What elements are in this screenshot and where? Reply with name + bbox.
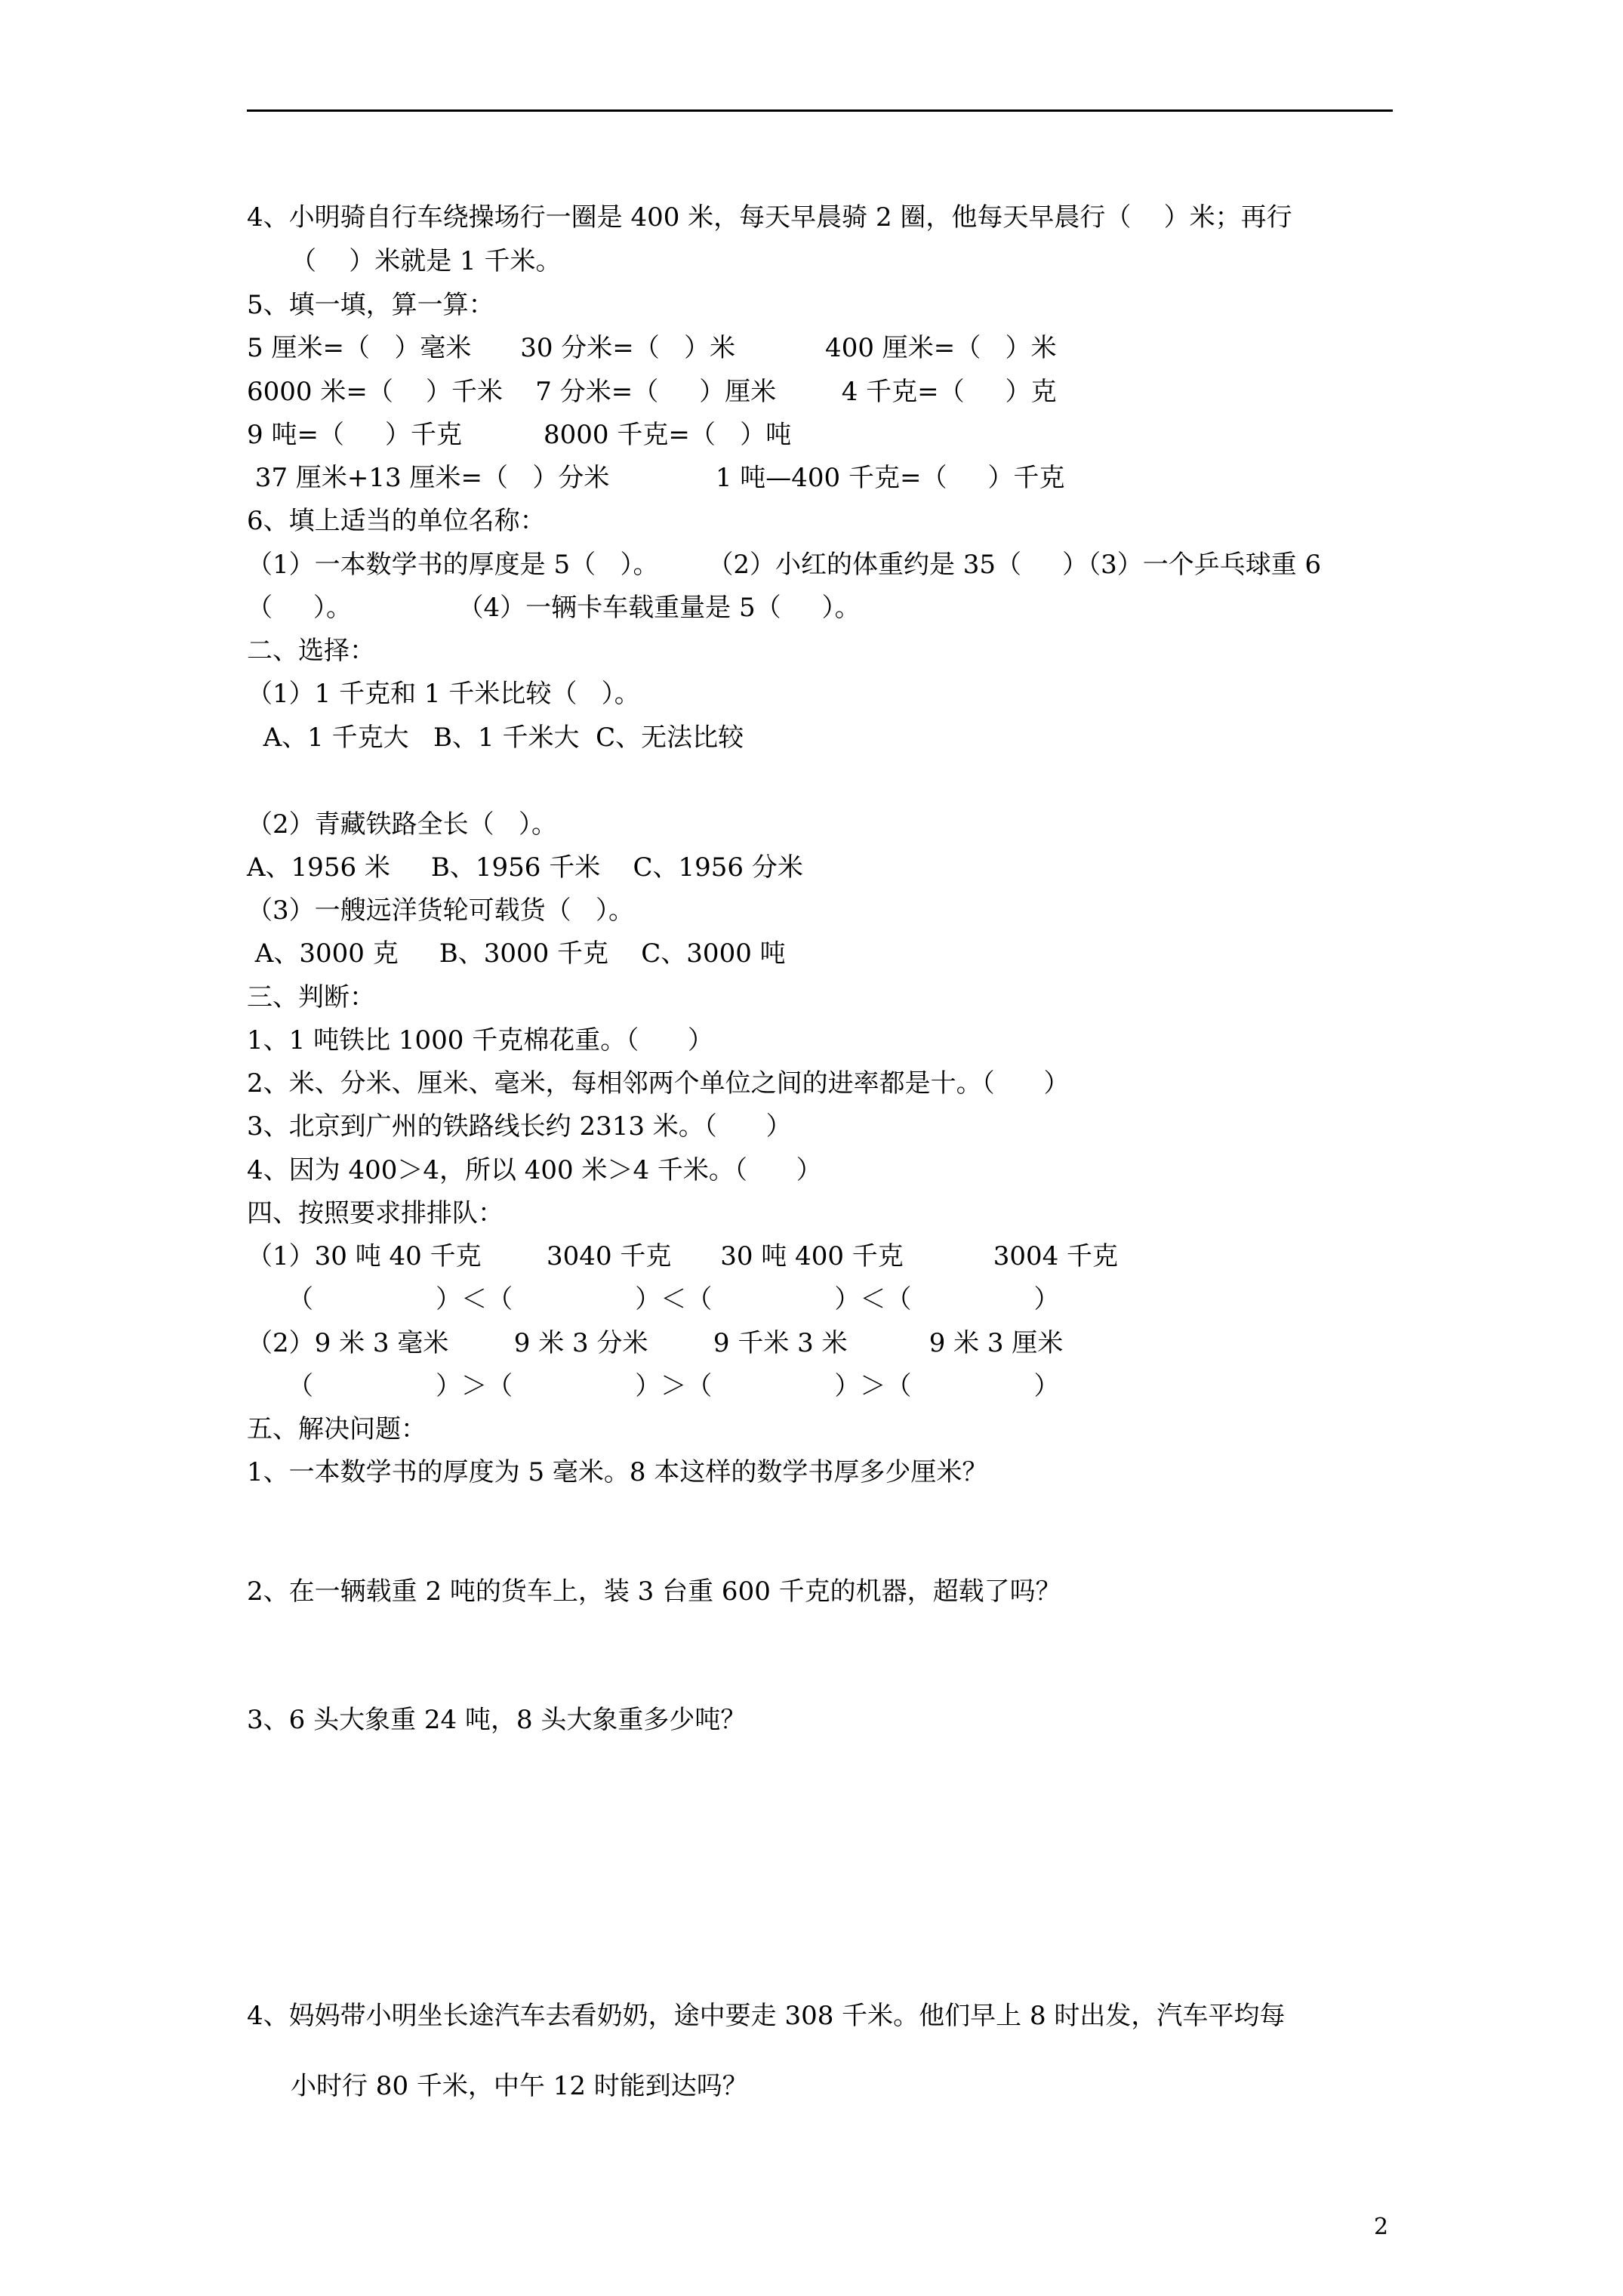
text-line: 4、妈妈带小明坐长途汽车去看奶奶，途中要走 308 千米。他们早上 8 时出发，汽车平均每 [247,2001,1286,2031]
text-line: A、1956 米 B、1956 千米 C、1956 分米 [247,852,803,883]
text-line: （1）一本数学书的厚度是 5（ ）。 （2）小红的体重约是 35（ ）（3）一个乒乓球重 6 [247,550,1322,580]
text-line: （1）1 千克和 1 千米比较（ ）。 [247,679,640,709]
text-line: （ ）米就是 1 千米。 [291,246,562,276]
text-line: （ ）＞（ ）＞（ ）＞（ ） [247,1371,1060,1401]
text-line: 37 厘米+13 厘米=（ ）分米 1 吨—400 千克=（ ）千克 [247,463,1065,493]
text-line: 4、因为 400＞4，所以 400 米＞4 千米。（ ） [247,1155,822,1185]
text-line: （ ）＜（ ）＜（ ）＜（ ） [247,1284,1060,1314]
text-line: 3、北京到广州的铁路线长约 2313 米。（ ） [247,1111,792,1142]
text-line: A、1 千克大 B、1 千米大 C、无法比较 [247,723,744,753]
text-line: （1）30 吨 40 千克 3040 千克 30 吨 400 千克 3004 千克 [247,1241,1119,1271]
text-line: 3、6 头大象重 24 吨，8 头大象重多少吨？ [247,1705,747,1735]
text-line: 小时行 80 千米，中午 12 时能到达吗？ [291,2071,748,2101]
text-line: 1、1 吨铁比 1000 千克棉花重。（ ） [247,1025,714,1056]
text-line: 9 吨=（ ）千克 8000 千克=（ ）吨 [247,420,792,450]
section-heading: 6、填上适当的单位名称： [247,506,546,536]
text-line: （3）一艘远洋货轮可载货（ ）。 [247,895,635,926]
text-line: 2、在一辆载重 2 吨的货车上，装 3 台重 600 千克的机器，超载了吗？ [247,1576,1061,1607]
text-line: A、3000 克 B、3000 千克 C、3000 吨 [247,938,786,969]
section-heading: 二、选择： [247,636,375,666]
section-heading: 四、按照要求排排队： [247,1198,504,1228]
text-line: 6000 米=（ ）千米 7 分米=（ ）厘米 4 千克=（ ）克 [247,377,1057,407]
text-line: （2）青藏铁路全长（ ）。 [247,809,558,840]
section-heading: 三、判断： [247,982,375,1012]
text-line: 1、一本数学书的厚度为 5 毫米。8 本这样的数学书厚多少厘米？ [247,1457,988,1487]
section-heading: 五、解决问题： [247,1414,427,1444]
text-line: 4、小明骑自行车绕操场行一圈是 400 米，每天早晨骑 2 圈，他每天早晨行（ ）米；再行 [247,202,1292,233]
text-line: 5 厘米=（ ）毫米 30 分米=（ ）米 400 厘米=（ ）米 [247,333,1057,363]
section-heading: 5、填一填，算一算： [247,290,494,320]
text-line: （ ）。 （4）一辆卡车载重量是 5（ ）。 [247,593,861,623]
page-number: 2 [1374,2214,1389,2240]
header-rule [247,109,1393,112]
text-line: （2）9 米 3 毫米 9 米 3 分米 9 千米 3 米 9 米 3 厘米 [247,1328,1064,1358]
text-line: 2、米、分米、厘米、毫米，每相邻两个单位之间的进率都是十。（ ） [247,1068,1070,1099]
